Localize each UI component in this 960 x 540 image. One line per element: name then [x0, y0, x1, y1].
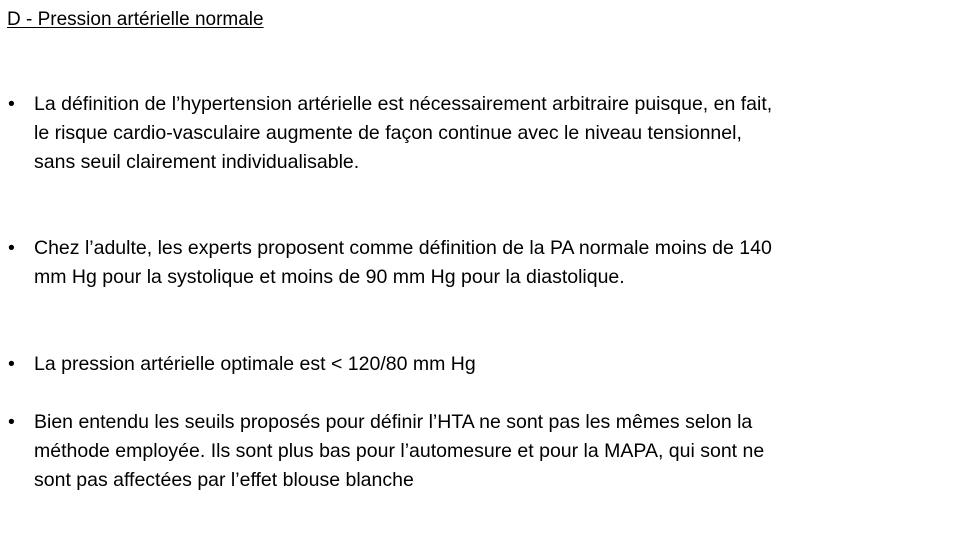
- bullet-text-line: sont pas affectées par l’effet blouse blanche: [34, 469, 414, 491]
- bullet-text-line: mm Hg pour la systolique et moins de 90 mm Hg pour la diastolique.: [34, 266, 625, 288]
- bullet-item-1: [8, 90, 953, 177]
- bullet-text-line: La pression artérielle optimale est < 120/80 mm Hg: [34, 353, 476, 375]
- slide-title: D - Pression artérielle normale: [7, 9, 264, 30]
- bullet-item-4: [8, 408, 953, 495]
- bullet-marker: •: [8, 411, 15, 433]
- bullet-item-3: [8, 350, 953, 379]
- bullet-marker: •: [8, 237, 15, 259]
- bullet-item-2: [8, 234, 953, 292]
- bullet-text-line: Bien entendu les seuils proposés pour définir l’HTA ne sont pas les mêmes selon la: [34, 411, 753, 433]
- bullet-marker: •: [8, 353, 15, 375]
- bullet-text-line: le risque cardio-vasculaire augmente de façon continue avec le niveau tensionnel,: [34, 122, 742, 144]
- bullet-marker: •: [8, 93, 15, 115]
- bullet-text-line: sans seuil clairement individualisable.: [34, 151, 360, 173]
- bullet-text-line: La définition de l’hypertension artérielle est nécessairement arbitraire puisque, en fait,: [34, 93, 773, 115]
- bullet-text-line: Chez l’adulte, les experts proposent comme définition de la PA normale moins de 140: [34, 237, 772, 259]
- bullet-text-line: méthode employée. Ils sont plus bas pour l’automesure et pour la MAPA, qui sont ne: [34, 440, 765, 462]
